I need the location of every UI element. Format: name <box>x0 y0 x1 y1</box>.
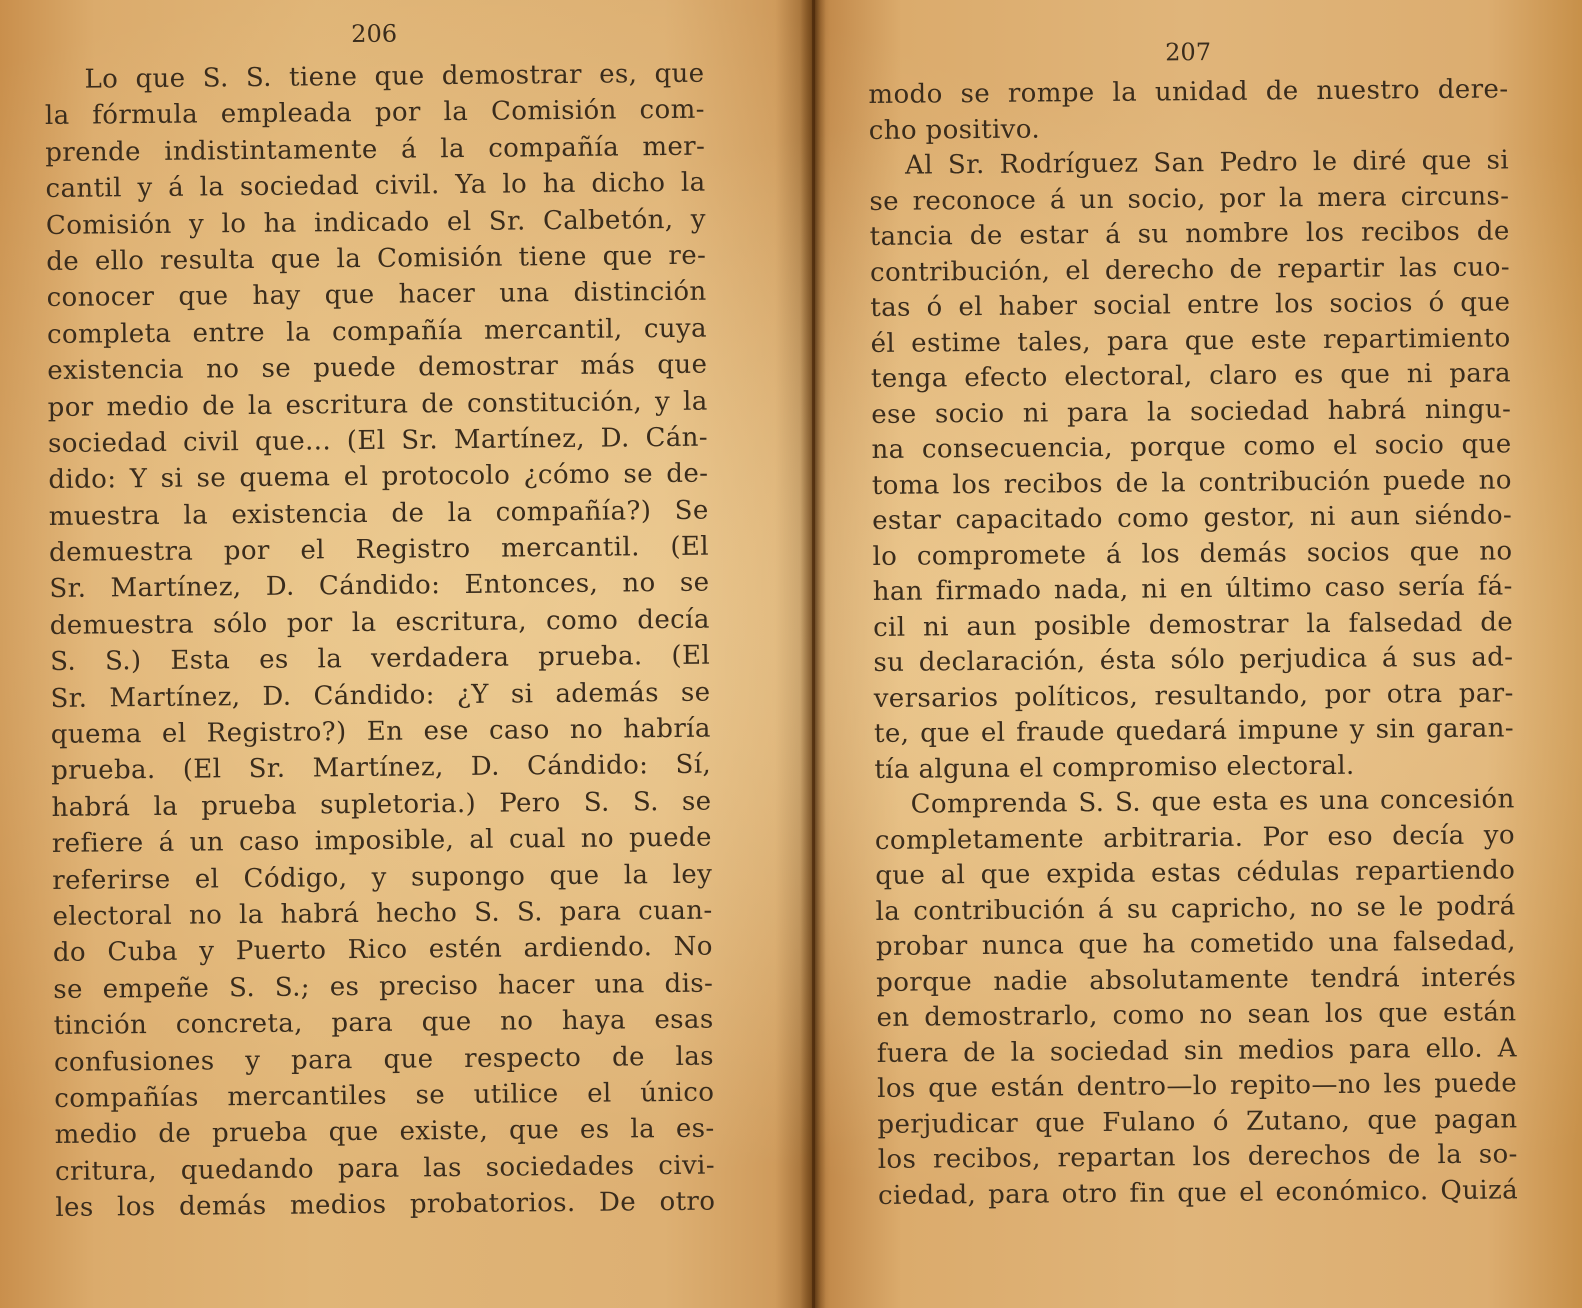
left-page <box>44 16 716 1227</box>
text-line: se empeñe S. S.; es preciso hacer una dis- <box>53 968 714 1005</box>
text-line: quema el Registro?) En ese caso no habría <box>50 713 711 750</box>
right-page-text <box>868 72 1518 1214</box>
text-line: les los demás medios probatorios. De otro <box>55 1186 716 1224</box>
text-line: medio de prueba que existe, que es la es- <box>54 1113 715 1151</box>
text-line: los recibos, repartan los derechos de la so- <box>877 1139 1518 1175</box>
text-line: tía alguna el compromiso electoral. <box>874 750 1355 785</box>
text-line: porque nadie absolutamente tendrá interés <box>876 961 1517 998</box>
text-line: sociedad civil que... (El Sr. Martínez, D. Cán- <box>47 422 709 459</box>
text-line: han firmado nada, ni en último caso sería fá- <box>872 571 1513 607</box>
page-number-right: 207 <box>1165 38 1212 67</box>
text-line: cil ni aun posible demostrar la falsedad de <box>872 606 1514 643</box>
text-line: contribución, el derecho de repartir las cuo- <box>869 251 1511 288</box>
text-line: tinción concreta, para que no haya esas <box>53 1004 714 1042</box>
text-line: versarios políticos, resultando, por otra par- <box>873 677 1514 714</box>
text-line: tas ó el haber social entre los socios ó que <box>870 287 1511 323</box>
text-line: ciedad, para otro fin que el económico. Quizá <box>877 1174 1519 1211</box>
text-line: que al que expida estas cédulas repartiendo <box>875 855 1516 891</box>
text-line: cantil y á la sociedad civil. Ya lo ha dicho la <box>45 167 706 205</box>
book-spine <box>812 0 815 1308</box>
text-line: confusiones y para que respecto de las <box>53 1041 715 1078</box>
text-line: compañías mercantiles se utilice el único <box>54 1077 715 1114</box>
text-line: refiere á un caso imposible, al cual no puede <box>51 822 713 860</box>
text-line: tenga efecto electoral, claro es que ni para <box>870 358 1512 394</box>
text-line: Comprenda S. S. que esta es una concesión <box>910 784 1515 820</box>
text-line: Comisión y lo ha indicado el Sr. Calbetón, y <box>45 204 707 241</box>
text-line: perjudicar que Fulano ó Zutano, que pagan <box>877 1103 1518 1140</box>
text-line: modo se rompe la unidad de nuestro dere- <box>868 74 1509 110</box>
text-line: existencia no se puede demostrar más que <box>47 349 708 387</box>
right-page <box>868 34 1518 1214</box>
left-page-text <box>44 56 715 1227</box>
text-line: por medio de la escritura de constitución, y la <box>47 386 708 423</box>
text-line: fuera de la sociedad sin medios para ello. A <box>876 1032 1517 1069</box>
text-line: su declaración, ésta sólo perjudica á sus ad- <box>873 642 1514 678</box>
text-line: la contribución á su capricho, no se le podrá <box>875 890 1516 927</box>
text-line: critura, quedando para las sociedades civi- <box>54 1150 716 1187</box>
page-number-left: 206 <box>351 19 398 49</box>
text-line: tancia de estar á su nombre los recibos de <box>869 216 1510 252</box>
text-line: referirse el Código, y supongo que la ley <box>52 859 713 896</box>
text-line: conocer que hay que hacer una distinción <box>46 276 707 314</box>
text-line: muestra la existencia de la compañía?) Se <box>48 495 709 532</box>
text-line: completamente arbitraria. Por eso decía yo <box>874 819 1516 856</box>
text-line: na consecuencia, porque como el socio que <box>871 429 1512 465</box>
text-line: do Cuba y Puerto Rico estén ardiendo. No <box>52 931 714 969</box>
text-line: la fórmula empleada por la Comisión com- <box>44 95 706 132</box>
text-line: habrá la prueba supletoria.) Pero S. S. se <box>51 786 712 823</box>
text-line: dido: Y si se quema el protocolo ¿cómo se de- <box>48 458 709 496</box>
text-line: él estime tales, para que este repartimiento <box>870 322 1511 359</box>
text-line: demuestra sólo por la escritura, como decía <box>49 604 710 641</box>
text-line: cho positivo. <box>868 114 1041 146</box>
text-line: prueba. (El Sr. Martínez, D. Cándido: Sí, <box>51 750 712 787</box>
text-line: demuestra por el Registro mercantil. (El <box>48 531 710 569</box>
text-line: estar capacitado como gestor, ni aun siéndo- <box>872 500 1513 536</box>
text-line: los que están dentro—lo repito—no les puede <box>877 1068 1518 1104</box>
text-line: completa entre la compañía mercantil, cuya <box>46 313 708 350</box>
text-line: S. S.) Esta es la verdadera prueba. (El <box>50 640 711 678</box>
text-line: Sr. Martínez, D. Cándido: ¿Y si además se <box>50 677 711 714</box>
text-line: te, que el fraude quedará impune y sin garan- <box>873 713 1515 749</box>
text-line: prende indistintamente á la compañía mer- <box>45 131 706 168</box>
text-line: lo compromete á los demás socios que no <box>872 535 1513 572</box>
text-line: probar nunca que ha cometido una falsedad, <box>875 926 1517 962</box>
text-line: ese socio ni para la sociedad habrá ningu- <box>871 393 1512 430</box>
text-line: Al Sr. Rodríguez San Pedro le diré que si <box>904 145 1510 181</box>
text-line: se reconoce á un socio, por la mera circuns- <box>869 180 1510 217</box>
text-line: Sr. Martínez, D. Cándido: Entonces, no se <box>49 568 710 605</box>
text-line: Lo que S. S. tiene que demostrar es, que <box>84 58 705 95</box>
text-line: toma los recibos de la contribución puede no <box>871 464 1512 501</box>
text-line: de ello resulta que la Comisión tiene que re- <box>46 240 707 277</box>
text-line: en demostrarlo, como no sean los que están <box>876 997 1517 1033</box>
text-line: electoral no la habrá hecho S. S. para cuan- <box>52 895 713 932</box>
